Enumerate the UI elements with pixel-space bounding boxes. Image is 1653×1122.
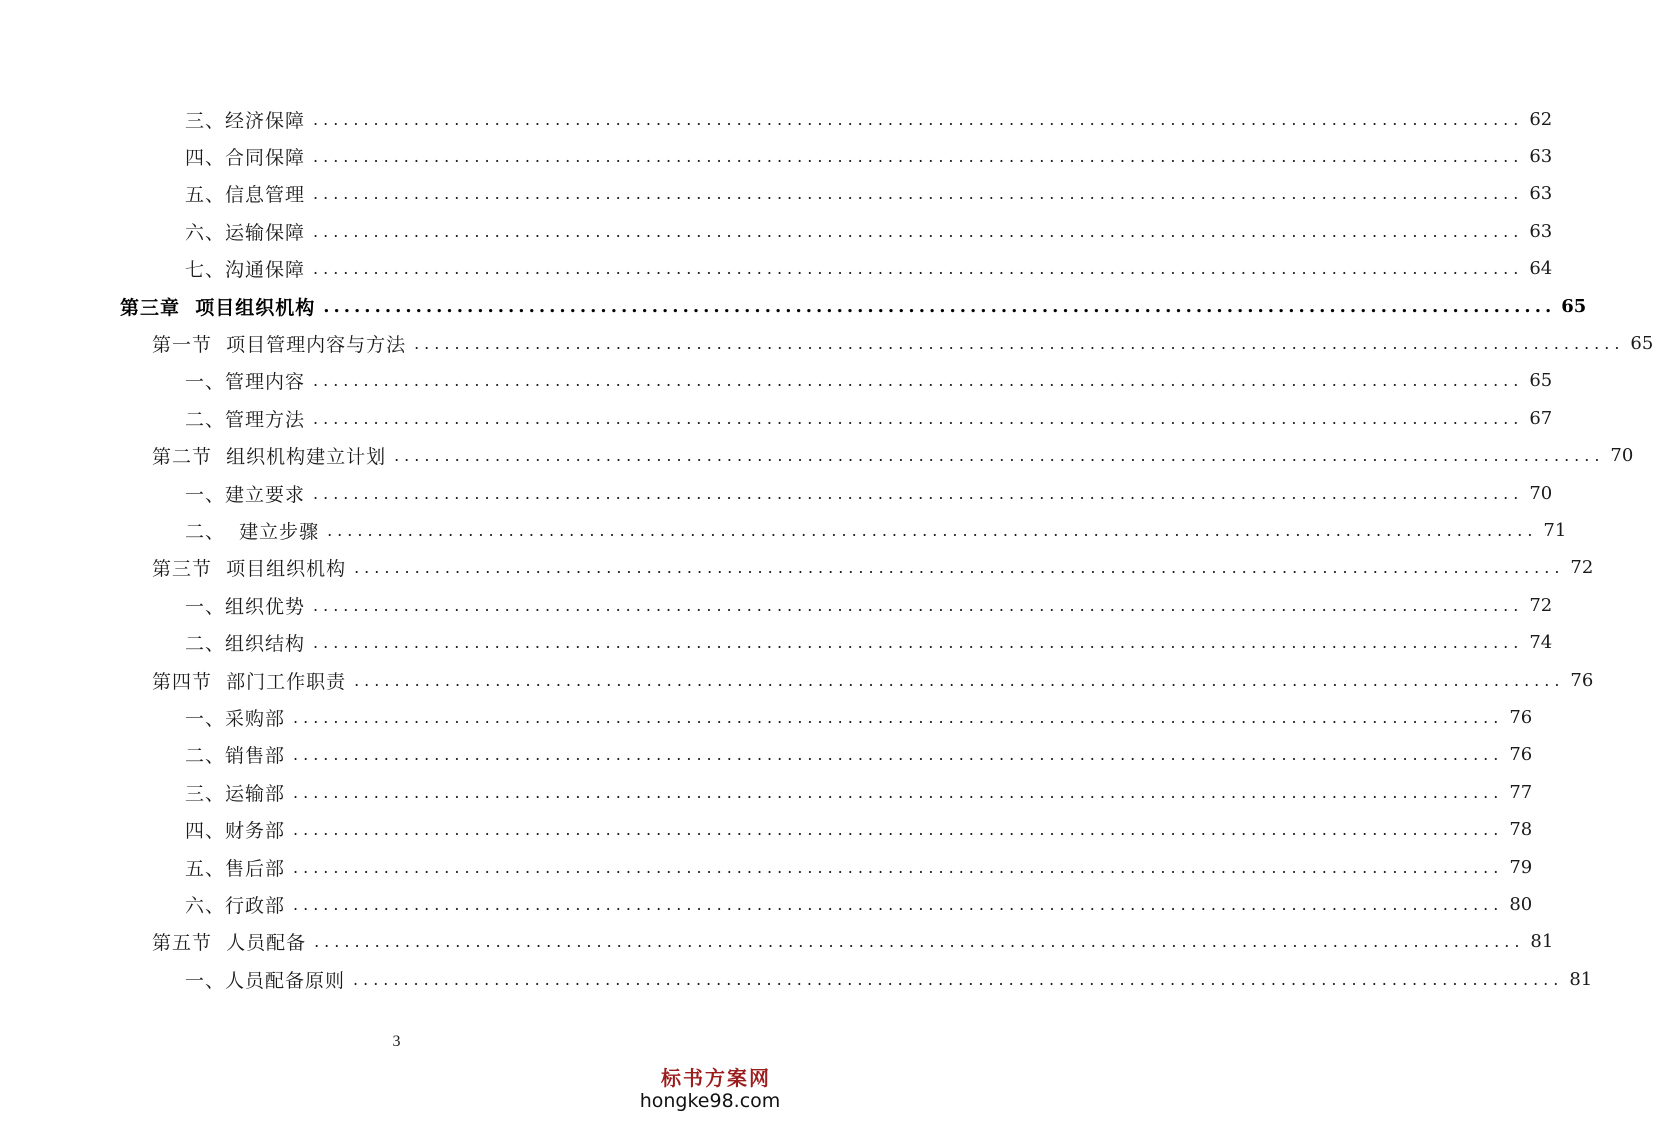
toc-entry-label: 七、沟通保障 [185, 259, 306, 282]
toc-subsection-entry [185, 961, 1593, 997]
toc-dot-leader: ........................................................................................................................ [313, 595, 1524, 615]
toc-dot-leader: ........................................................................................................................ [293, 894, 1504, 914]
toc-dot-leader: ........................................................................................................................ [414, 333, 1625, 353]
toc-entry-page: 76 [1509, 706, 1533, 728]
toc-subsection-entry [185, 176, 1553, 212]
toc-entry-page: 74 [1529, 632, 1553, 654]
toc-dot-leader: ........................................................................................................................ [313, 483, 1524, 503]
toc-section-entry [152, 550, 1594, 586]
toc-entry-label: 第三节 项目组织机构 [152, 558, 347, 581]
toc-entry-page: 70 [1610, 445, 1634, 467]
toc-entry-label: 二、组织结构 [185, 633, 306, 656]
toc-subsection-entry [185, 886, 1533, 922]
toc-entry-label: 第五节 人员配备 [152, 932, 307, 955]
toc-subsection-entry [185, 774, 1533, 810]
toc-dot-leader: ........................................................................................................................ [313, 146, 1524, 166]
toc-subsection-entry [185, 363, 1553, 399]
toc-entry-page: 63 [1529, 220, 1553, 242]
toc-entry-page: 67 [1529, 407, 1553, 429]
toc-dot-leader: ........................................................................................................................ [313, 633, 1524, 653]
toc-entry-page: 78 [1509, 819, 1533, 841]
toc-subsection-entry [185, 625, 1553, 661]
toc-entry-label: 六、运输保障 [185, 221, 306, 244]
toc-subsection-entry [185, 475, 1553, 511]
toc-entry-label: 第四节 部门工作职责 [152, 670, 347, 693]
toc-subsection-entry [185, 699, 1533, 735]
toc-entry-label: 三、运输部 [185, 782, 286, 805]
toc-entry-page: 72 [1529, 594, 1553, 616]
toc-entry-label: 三、经济保障 [185, 109, 306, 132]
toc-dot-leader: ........................................................................................................................ [353, 969, 1564, 989]
toc-dot-leader: ........................................................................................................................ [327, 520, 1538, 540]
toc-entry-label: 第一节 项目管理内容与方法 [152, 333, 407, 356]
toc-dot-leader: ........................................................................................................................ [293, 857, 1504, 877]
toc-entry-page: 63 [1529, 183, 1553, 205]
toc-entry-label: 一、组织优势 [185, 595, 306, 618]
toc-entry-label: 四、合同保障 [185, 146, 306, 169]
toc-dot-leader: ........................................................................................................................ [293, 820, 1504, 840]
toc-dot-leader: ........................................................................................................................ [313, 109, 1524, 129]
toc-chapter-entry [120, 288, 1587, 324]
toc-entry-page: 76 [1570, 669, 1594, 691]
toc-dot-leader: ........................................................................................................................ [323, 295, 1556, 317]
toc-entry-page: 81 [1530, 931, 1554, 953]
toc-entry-label: 一、管理内容 [185, 371, 306, 394]
toc-dot-leader: ........................................................................................................................ [394, 446, 1605, 466]
toc-entry-label: 第二节 组织机构建立计划 [152, 446, 387, 469]
toc-entry-label: 二、 建立步骤 [185, 520, 320, 543]
toc-entry-page: 77 [1509, 781, 1533, 803]
page-number: 3 [392, 1033, 401, 1050]
watermark-title: 标书方案网 [661, 1066, 771, 1090]
toc-subsection-entry [185, 587, 1553, 623]
toc-dot-leader: ........................................................................................................................ [293, 707, 1504, 727]
toc-entry-page: 64 [1529, 258, 1553, 280]
toc-entry-page: 65 [1561, 295, 1587, 317]
toc-entry-label: 二、销售部 [185, 745, 286, 768]
toc-subsection-entry [185, 138, 1553, 174]
toc-dot-leader: ........................................................................................................................ [293, 782, 1504, 802]
toc-dot-leader: ........................................................................................................................ [313, 408, 1524, 428]
toc-dot-leader: ........................................................................................................................ [313, 221, 1524, 241]
toc-dot-leader: ........................................................................................................................ [314, 932, 1525, 952]
toc-dot-leader: ........................................................................................................................ [354, 558, 1565, 578]
toc-entry-label: 一、人员配备原则 [185, 969, 346, 992]
toc-dot-leader: ........................................................................................................................ [354, 670, 1565, 690]
toc-entry-label: 五、售后部 [185, 857, 286, 880]
toc-entry-page: 81 [1569, 968, 1593, 990]
toc-subsection-entry [185, 400, 1553, 436]
toc-section-entry [152, 924, 1554, 960]
toc-entry-page: 65 [1529, 370, 1553, 392]
toc-entry-page: 71 [1543, 519, 1567, 541]
toc-entry-page: 70 [1529, 482, 1553, 504]
toc-entry-page: 76 [1509, 744, 1533, 766]
toc-dot-leader: ........................................................................................................................ [313, 184, 1524, 204]
toc-entry-page: 79 [1509, 856, 1533, 878]
toc-entry-label: 一、建立要求 [185, 483, 306, 506]
toc-entry-label: 一、采购部 [185, 707, 286, 730]
toc-dot-leader: ........................................................................................................................ [293, 745, 1504, 765]
toc-subsection-entry [185, 213, 1553, 249]
toc-entry-page: 62 [1529, 108, 1553, 130]
toc-section-entry [152, 662, 1594, 698]
toc-entry-label: 四、财务部 [185, 820, 286, 843]
toc-subsection-entry [185, 812, 1533, 848]
toc-subsection-entry [185, 251, 1553, 287]
toc-entry-label: 二、管理方法 [185, 408, 306, 431]
toc-entry-page: 72 [1570, 557, 1594, 579]
toc-entry-page: 63 [1529, 145, 1553, 167]
toc-entry-page: 65 [1630, 332, 1653, 354]
toc-section-entry [152, 438, 1634, 474]
toc-dot-leader: ........................................................................................................................ [313, 371, 1524, 391]
toc-entry-label: 五、信息管理 [185, 184, 306, 207]
watermark-url: hongke98.com [639, 1090, 781, 1112]
toc-dot-leader: ........................................................................................................................ [313, 259, 1524, 279]
toc-subsection-entry [185, 849, 1533, 885]
toc-section-entry [152, 325, 1653, 361]
watermark [639, 1066, 781, 1112]
toc-subsection-entry [185, 101, 1553, 137]
toc-subsection-entry [185, 737, 1533, 773]
toc-entry-label: 第三章 项目组织机构 [120, 296, 316, 319]
toc-entry-page: 80 [1509, 893, 1533, 915]
toc-subsection-entry [185, 512, 1567, 548]
toc-entry-label: 六、行政部 [185, 894, 286, 917]
